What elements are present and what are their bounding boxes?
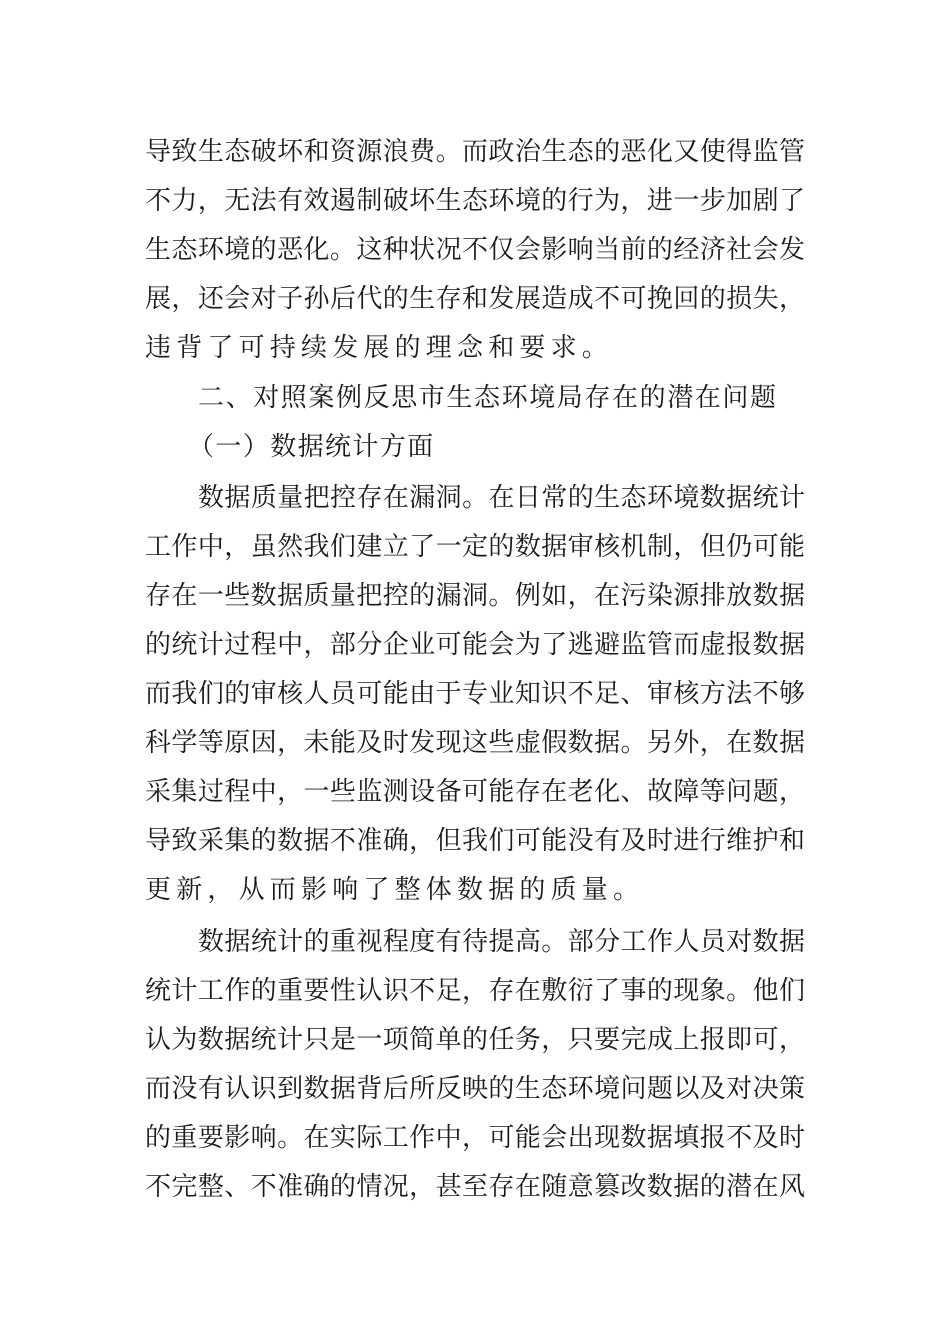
text-line: 统计工作的重要性认识不足，存在敷衍了事的现象。他们 <box>145 976 805 1006</box>
text-line: 展，还会对子孙后代的生存和发展造成不可挽回的损失， <box>145 284 805 314</box>
text-line: 的统计过程中，部分企业可能会为了逃避监管而虚报数据 <box>145 630 805 660</box>
text-line: 存在一些数据质量把控的漏洞。例如，在污染源排放数据 <box>145 581 805 611</box>
text-line: 科学等原因，未能及时发现这些虚假数据。另外，在数据 <box>145 728 805 758</box>
paragraph-first-line: 数据统计的重视程度有待提高。部分工作人员对数据 <box>198 927 805 957</box>
text-line: 认为数据统计只是一项简单的任务，只要完成上报即可， <box>145 1025 805 1055</box>
text-line: 更新，从而影响了整体数据的质量。 <box>145 875 645 905</box>
text-line: 的重要影响。在实际工作中，可能会出现数据填报不及时 <box>145 1123 805 1153</box>
text-line: 不完整、不准确的情况，甚至存在随意篡改数据的潜在风 <box>145 1172 805 1202</box>
text-line: 违背了可持续发展的理念和要求。 <box>145 333 614 363</box>
text-line: 而没有认识到数据背后所反映的生态环境问题以及对决策 <box>145 1074 805 1104</box>
paragraph-first-line: 数据质量把控存在漏洞。在日常的生态环境数据统计 <box>198 483 805 513</box>
text-line: 导致生态破坏和资源浪费。而政治生态的恶化又使得监管 <box>145 137 805 167</box>
text-line: 工作中，虽然我们建立了一定的数据审核机制，但仍可能 <box>145 532 805 562</box>
section-heading: 二、对照案例反思市生态环境局存在的潜在问题 <box>198 383 778 413</box>
text-line: 而我们的审核人员可能由于专业知识不足、审核方法不够 <box>145 679 805 709</box>
text-line: 采集过程中，一些监测设备可能存在老化、故障等问题， <box>145 777 805 807</box>
text-line: 不力，无法有效遏制破坏生态环境的行为，进一步加剧了 <box>145 186 805 216</box>
text-line: 生态环境的恶化。这种状况不仅会影响当前的经济社会发 <box>145 235 805 265</box>
subsection-heading: （一）数据统计方面 <box>188 432 435 462</box>
text-line: 导致采集的数据不准确，但我们可能没有及时进行维护和 <box>145 826 805 856</box>
